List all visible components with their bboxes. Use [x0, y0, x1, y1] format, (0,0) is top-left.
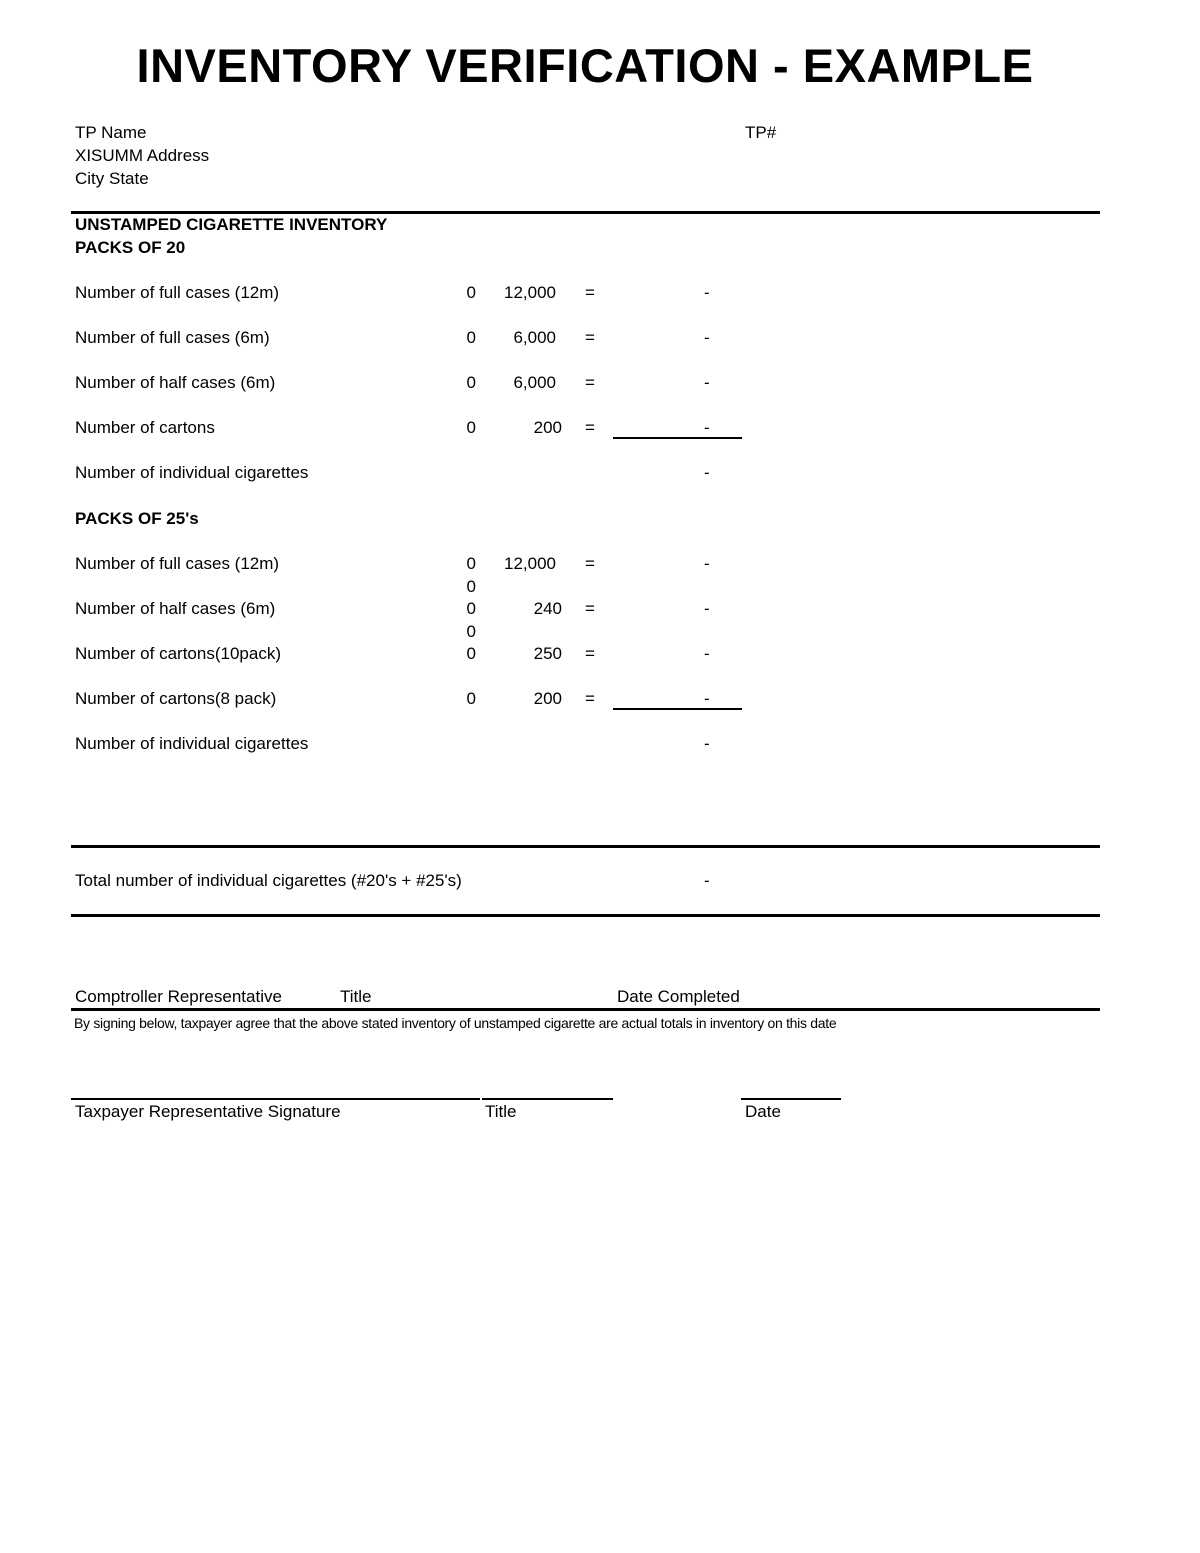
taxpayer-signature-label: Taxpayer Representative Signature [75, 1102, 341, 1121]
subtotal-underline [613, 437, 742, 439]
row-label: Number of cartons(10pack) [75, 644, 281, 663]
row-factor: 200 [533, 689, 562, 708]
title-line [482, 1098, 613, 1100]
row-label: Number of cartons [75, 418, 215, 437]
row-qty-extra: 0 [466, 622, 476, 641]
row-factor: 240 [533, 599, 562, 618]
total-divider-bottom [71, 914, 1100, 917]
signature-line [71, 1098, 480, 1100]
row-result: - [704, 418, 710, 437]
city-state-label: City State [75, 169, 149, 188]
total-label: Total number of individual cigarettes (#20's + #25's) [75, 871, 462, 890]
row-label: Number of full cases (12m) [75, 554, 280, 573]
row-label: Number of half cases (6m) [75, 599, 276, 618]
disclaimer-text: By signing below, taxpayer agree that the above stated inventory of unstamped cigarette are actual totals in inventory on this date [74, 1015, 837, 1031]
row-qty-extra: 0 [466, 577, 476, 596]
row-factor: 200 [533, 418, 562, 437]
individual-cigarettes-label: Number of individual cigarettes [75, 463, 309, 482]
tp-number-label: TP# [745, 123, 777, 142]
row-equals: = [585, 328, 595, 347]
row-qty: 0 [466, 554, 476, 573]
row-label: Number of half cases (6m) [75, 373, 276, 392]
row-result: - [704, 283, 710, 302]
row-qty: 0 [466, 373, 476, 392]
date-completed-label: Date Completed [617, 987, 740, 1006]
row-equals: = [585, 554, 595, 573]
taxpayer-date-label: Date [745, 1102, 781, 1121]
row-equals: = [585, 644, 595, 663]
section-heading-unstamped: UNSTAMPED CIGARETTE INVENTORY [75, 215, 388, 234]
row-result: - [704, 644, 710, 663]
total-divider-top [71, 845, 1100, 848]
row-qty: 0 [466, 283, 476, 302]
individual-cigarettes-label: Number of individual cigarettes [75, 734, 309, 753]
row-result: - [704, 599, 710, 618]
row-factor: 12,000 [504, 554, 556, 573]
row-factor: 6,000 [513, 328, 556, 347]
row-qty: 0 [466, 418, 476, 437]
row-qty: 0 [466, 689, 476, 708]
row-result: - [704, 373, 710, 392]
section-heading-packs-20: PACKS OF 20 [75, 238, 186, 257]
date-line [741, 1098, 841, 1100]
row-factor: 250 [533, 644, 562, 663]
row-result: - [704, 689, 710, 708]
comptroller-underline [71, 1008, 1100, 1011]
row-qty: 0 [466, 599, 476, 618]
total-value: - [704, 871, 710, 890]
row-label: Number of full cases (12m) [75, 283, 280, 302]
page-title: INVENTORY VERIFICATION - EXAMPLE [136, 39, 1034, 92]
taxpayer-title-label: Title [485, 1102, 517, 1121]
subtotal-underline [613, 708, 742, 710]
comptroller-title-label: Title [340, 987, 372, 1006]
individual-cigarettes-value: - [704, 463, 710, 482]
tp-name-label: TP Name [75, 123, 147, 142]
row-qty: 0 [466, 328, 476, 347]
row-label: Number of cartons(8 pack) [75, 689, 277, 708]
row-equals: = [585, 418, 595, 437]
row-equals: = [585, 283, 595, 302]
row-equals: = [585, 599, 595, 618]
row-label: Number of full cases (6m) [75, 328, 270, 347]
row-result: - [704, 554, 710, 573]
section-heading-packs-25: PACKS OF 25's [75, 509, 199, 528]
row-factor: 6,000 [513, 373, 556, 392]
address-label: XISUMM Address [75, 146, 210, 165]
row-result: - [704, 328, 710, 347]
row-equals: = [585, 373, 595, 392]
row-factor: 12,000 [504, 283, 556, 302]
comptroller-rep-label: Comptroller Representative [75, 987, 282, 1006]
row-equals: = [585, 689, 595, 708]
row-qty: 0 [466, 644, 476, 663]
individual-cigarettes-value: - [704, 734, 710, 753]
